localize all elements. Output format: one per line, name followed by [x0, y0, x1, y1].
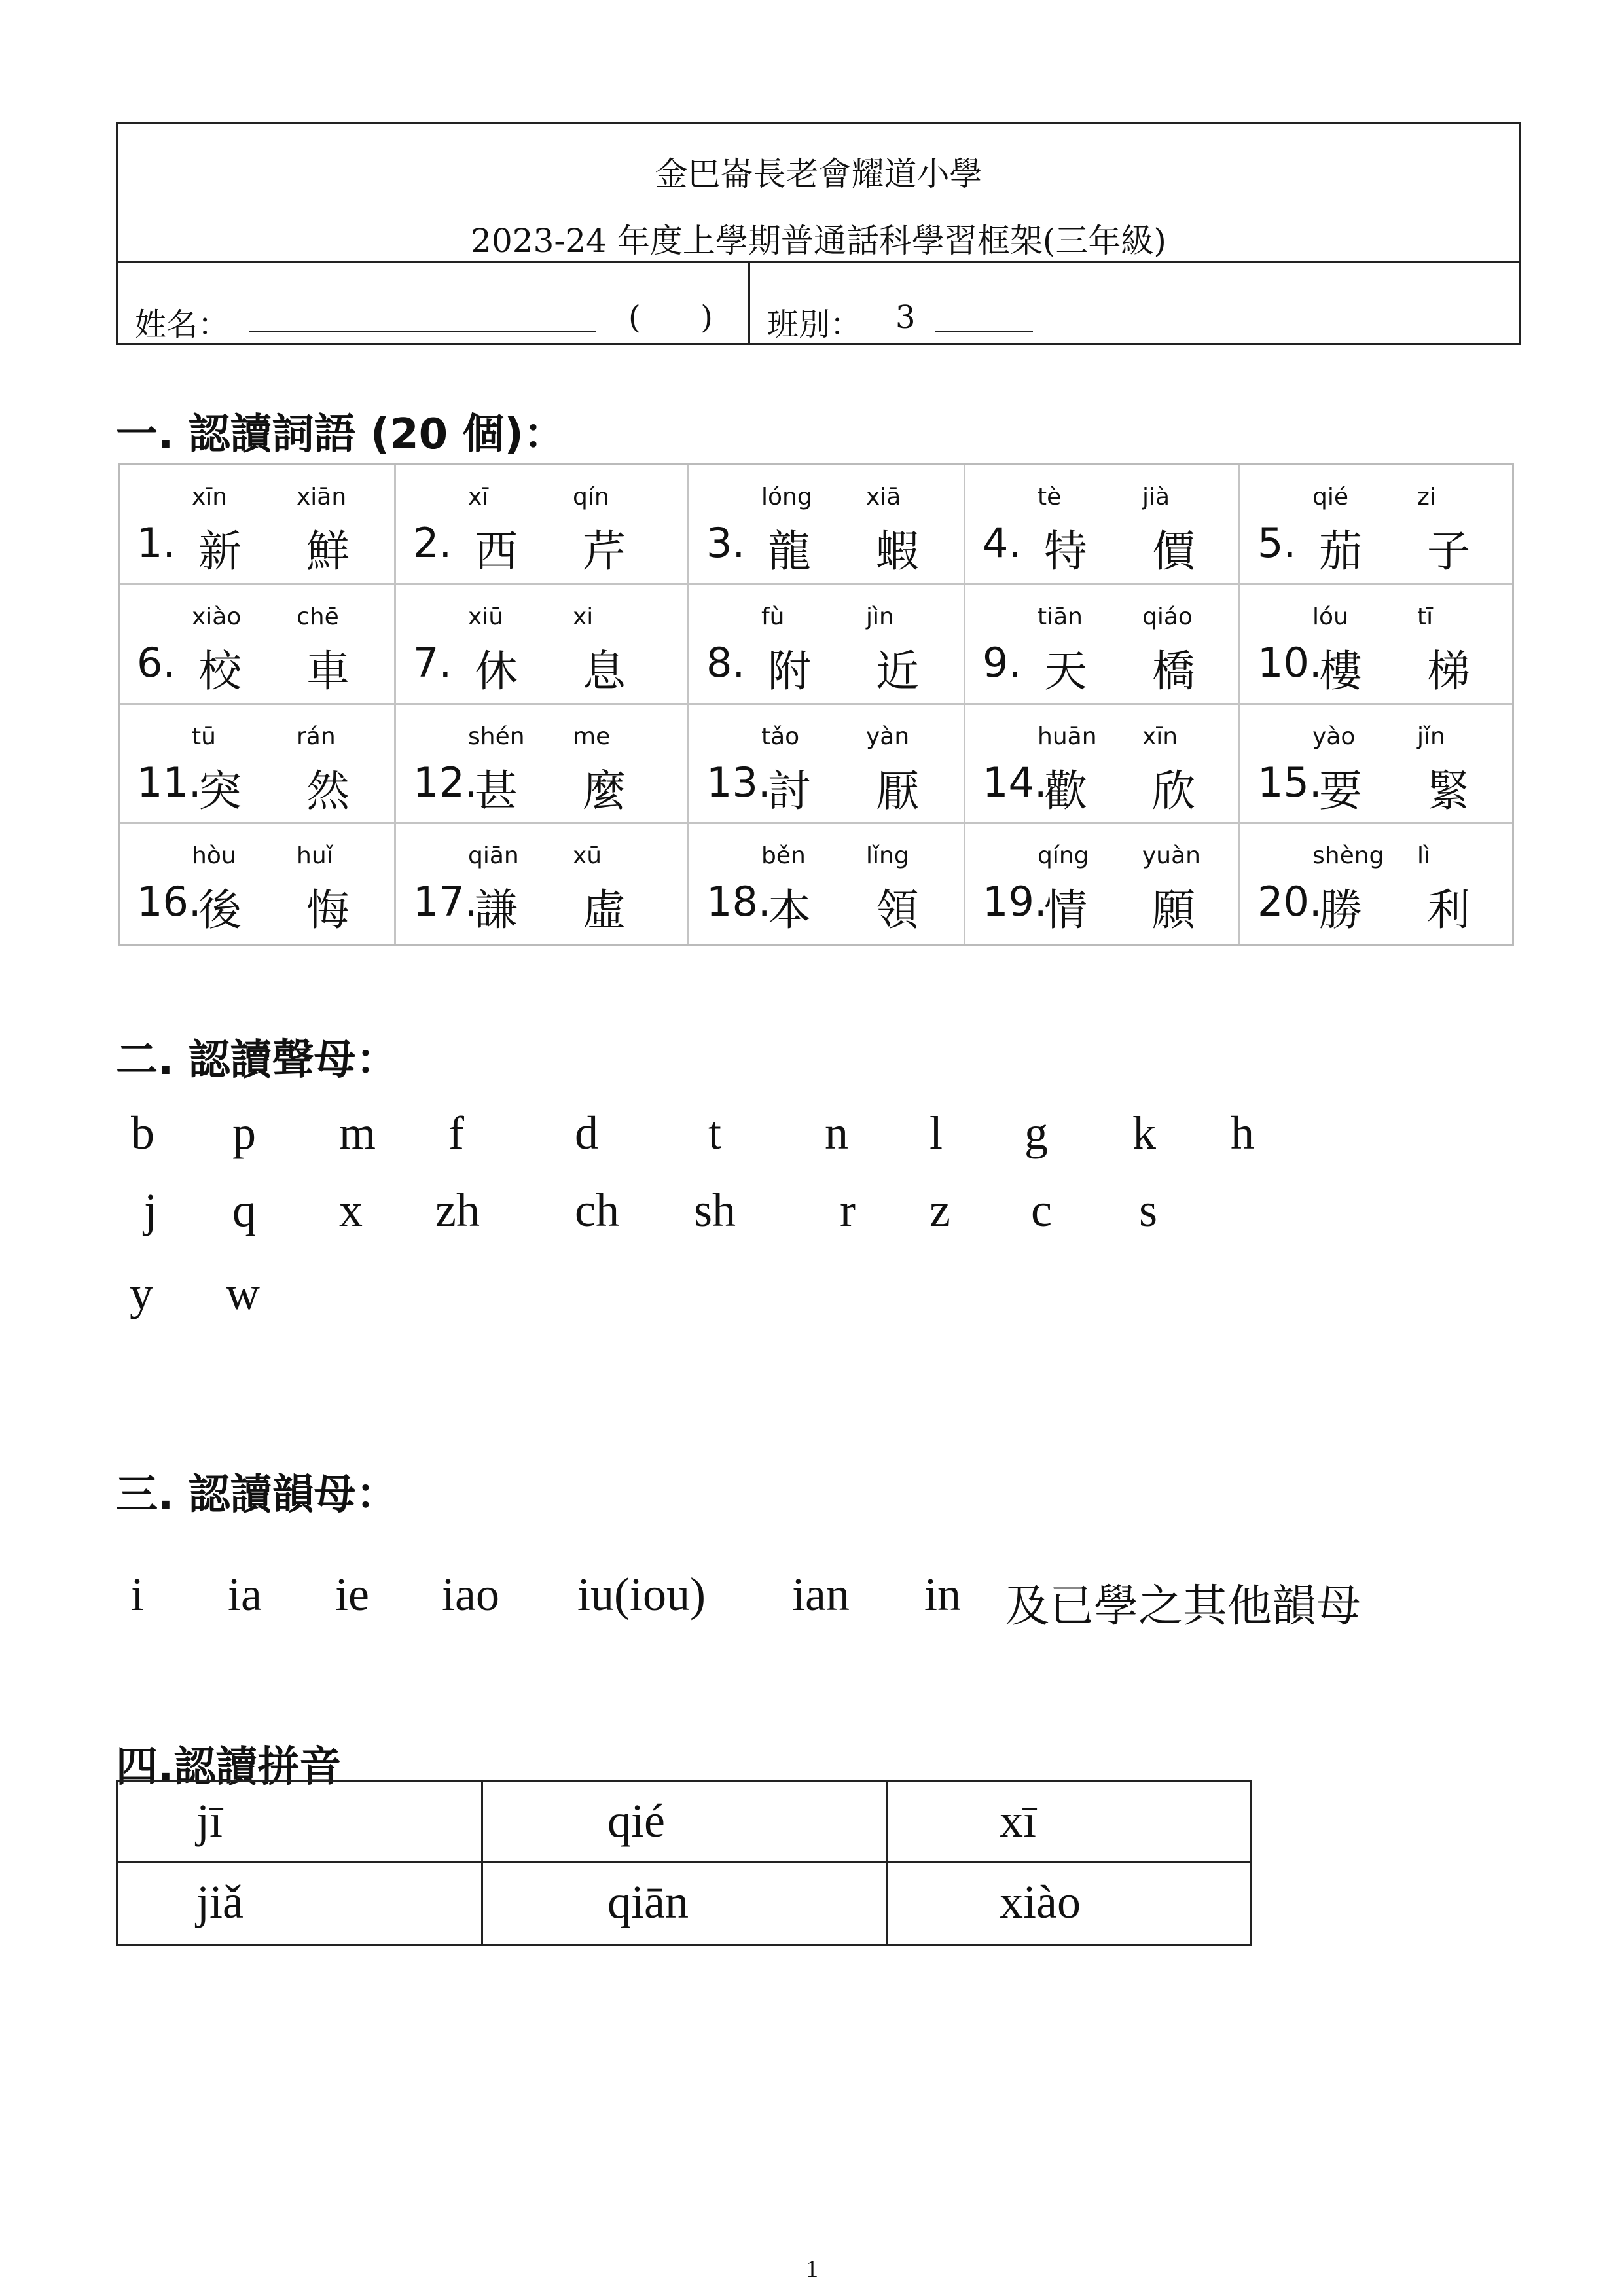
pinyin-1: fù	[761, 603, 785, 630]
vocab-char-1: 本	[768, 885, 811, 936]
pinyin-1: tū	[192, 723, 216, 750]
vocab-cell	[689, 705, 965, 825]
pinyin-2: tī	[1417, 603, 1434, 630]
vocab-cell	[120, 465, 396, 585]
initial-letter: zh	[435, 1184, 480, 1236]
initial-letter: j	[144, 1184, 158, 1236]
initial-letter: l	[929, 1107, 943, 1159]
vocab-char-2: 悔	[306, 885, 350, 936]
vocab-cell	[1240, 585, 1512, 705]
vocab-char-2: 價	[1152, 526, 1195, 577]
initial-letter: y	[130, 1267, 153, 1319]
pinyin-1: tiān	[1038, 603, 1083, 630]
vocab-number: 6.	[137, 638, 176, 687]
final-item: iao	[442, 1568, 499, 1621]
final-item: ia	[228, 1568, 262, 1621]
vocab-char-2: 蝦	[876, 526, 919, 577]
pinyin-2: jià	[1142, 484, 1170, 511]
pinyin-1: lóu	[1312, 603, 1348, 630]
initial-letter: g	[1024, 1107, 1048, 1159]
section-4-heading: 四.認讀拼音	[116, 1743, 342, 1791]
initial-letter: n	[825, 1107, 848, 1159]
vocab-cell	[965, 465, 1240, 585]
vocab-cell	[1240, 824, 1512, 944]
vocab-char-1: 甚	[475, 765, 518, 816]
vocab-char-2: 梯	[1427, 645, 1470, 696]
vocab-char-1: 天	[1044, 645, 1087, 696]
initial-letter: k	[1132, 1107, 1156, 1159]
initial-letter: f	[448, 1107, 464, 1159]
pinyin-syllable: xiào	[1000, 1875, 1081, 1928]
vocab-char-2: 厭	[876, 765, 919, 816]
pinyin-2: jǐn	[1417, 723, 1445, 750]
vocab-char-1: 校	[198, 645, 242, 696]
vocab-char-2: 麼	[583, 765, 626, 816]
pinyin-syllable: qiān	[607, 1875, 689, 1928]
vocab-char-2: 近	[876, 645, 919, 696]
vocab-cell	[396, 824, 689, 944]
pinyin-2: xi	[573, 603, 594, 630]
vocab-number: 5.	[1257, 519, 1297, 567]
vocab-char-2: 息	[583, 645, 626, 696]
pinyin-1: yào	[1312, 723, 1356, 750]
framework-title: 2023-24 年度上學期普通話科學習框架(三年級)	[471, 222, 1166, 260]
pinyin-1: běn	[761, 842, 806, 870]
pinyin-cell	[888, 1782, 1250, 1863]
vocab-cell	[689, 585, 965, 705]
vocab-char-2: 緊	[1427, 765, 1470, 816]
pinyin-2: xū	[573, 842, 602, 870]
vocab-char-1: 討	[768, 765, 811, 816]
pinyin-syllable: jiǎ	[196, 1875, 244, 1928]
pinyin-2: yàn	[866, 723, 910, 750]
initial-letter: ch	[575, 1184, 619, 1236]
initial-letter: w	[226, 1267, 260, 1319]
vocab-char-1: 附	[768, 645, 811, 696]
pinyin-1: qiān	[468, 842, 519, 870]
vocab-char-1: 休	[475, 645, 518, 696]
pinyin-cell	[483, 1863, 888, 1945]
pinyin-2: xiān	[297, 484, 347, 511]
class-label: 班別：	[767, 306, 862, 343]
vocab-number: 8.	[706, 638, 746, 687]
section-1-heading: 一. 認讀詞語 (20 個)：	[116, 410, 566, 459]
vocab-grid	[118, 463, 1514, 946]
initial-letter: m	[339, 1107, 376, 1159]
vocab-number: 7.	[413, 638, 452, 687]
vocab-number: 3.	[706, 519, 746, 567]
pinyin-2: me	[573, 723, 611, 750]
pinyin-2: zi	[1417, 484, 1436, 511]
school-name: 金巴崙長老會耀道小學	[655, 155, 983, 193]
pinyin-1: tǎo	[761, 723, 800, 750]
pinyin-1: xī	[468, 484, 489, 511]
pinyin-1: xiū	[468, 603, 504, 630]
vocab-cell	[396, 585, 689, 705]
pinyin-1: lóng	[761, 484, 812, 511]
name-label: 姓名：	[135, 306, 230, 343]
student-info-row	[118, 261, 1519, 343]
vocab-char-1: 特	[1044, 526, 1087, 577]
vocab-number: 10.	[1257, 638, 1322, 687]
pinyin-2: jìn	[866, 603, 894, 630]
pinyin-syllable: xī	[1000, 1795, 1037, 1847]
vocab-cell	[965, 705, 1240, 825]
initial-letter: z	[929, 1184, 950, 1236]
class-number-parens: ( )	[628, 299, 713, 336]
vocab-cell	[689, 465, 965, 585]
vocab-char-2: 領	[876, 885, 919, 936]
final-item: ian	[792, 1568, 850, 1621]
vocab-char-2: 利	[1427, 885, 1470, 936]
pinyin-1: tè	[1038, 484, 1062, 511]
initial-letter: d	[575, 1107, 598, 1159]
vocab-number: 18.	[706, 878, 771, 926]
pinyin-2: lì	[1417, 842, 1431, 870]
pinyin-2: qín	[573, 484, 609, 511]
pinyin-1: xiào	[192, 603, 242, 630]
vocab-char-1: 後	[198, 885, 242, 936]
vocab-number: 11.	[137, 758, 202, 806]
vocab-char-1: 西	[475, 526, 518, 577]
vocab-number: 20.	[1257, 878, 1322, 926]
class-field[interactable]	[750, 263, 1519, 343]
initial-letter: p	[232, 1107, 256, 1159]
pinyin-2: chē	[297, 603, 339, 630]
pinyin-2: xiā	[866, 484, 901, 511]
vocab-char-1: 新	[198, 526, 242, 577]
vocab-number: 1.	[137, 519, 176, 567]
vocab-number: 15.	[1257, 758, 1322, 806]
initial-letter: c	[1031, 1184, 1052, 1236]
final-item: iu(iou)	[577, 1568, 706, 1621]
pinyin-cell	[118, 1782, 483, 1863]
vocab-cell	[689, 824, 965, 944]
final-item: ie	[335, 1568, 369, 1621]
vocab-number: 9.	[983, 638, 1022, 687]
vocab-char-1: 茄	[1319, 526, 1362, 577]
pinyin-1: xīn	[192, 484, 228, 511]
pinyin-syllable: jī	[196, 1795, 223, 1847]
name-blank-line	[249, 331, 596, 332]
vocab-char-2: 願	[1152, 885, 1195, 936]
initial-letter: r	[840, 1184, 856, 1236]
vocab-char-2: 鮮	[306, 526, 350, 577]
pinyin-2: yuàn	[1142, 842, 1200, 870]
vocab-number: 19.	[983, 878, 1047, 926]
initial-letter: sh	[694, 1184, 736, 1236]
pinyin-1: huān	[1038, 723, 1097, 750]
vocab-number: 13.	[706, 758, 771, 806]
pinyin-cell	[888, 1863, 1250, 1945]
vocab-cell	[396, 465, 689, 585]
vocab-cell	[396, 705, 689, 825]
vocab-char-1: 歡	[1044, 765, 1087, 816]
vocab-cell	[965, 585, 1240, 705]
pinyin-cell	[483, 1782, 888, 1863]
class-blank-line	[935, 331, 1033, 332]
section-3-heading: 三. 認讀韻母：	[116, 1471, 398, 1519]
vocab-char-1: 龍	[768, 526, 811, 577]
initial-letter: t	[708, 1107, 722, 1159]
initial-letter: h	[1231, 1107, 1254, 1159]
vocab-char-2: 橋	[1152, 645, 1195, 696]
vocab-cell	[120, 585, 396, 705]
pinyin-1: qié	[1312, 484, 1349, 511]
header-box	[116, 122, 1521, 345]
vocab-number: 4.	[983, 519, 1022, 567]
vocab-number: 14.	[983, 758, 1047, 806]
vocab-char-1: 情	[1044, 885, 1087, 936]
initial-letter: s	[1139, 1184, 1158, 1236]
pinyin-syllable: qié	[607, 1795, 665, 1847]
pinyin-1: shén	[468, 723, 525, 750]
vocab-char-1: 樓	[1319, 645, 1362, 696]
vocab-char-2: 虛	[583, 885, 626, 936]
vocab-number: 12.	[413, 758, 478, 806]
page-number: 1	[806, 2255, 818, 2283]
pinyin-2: huǐ	[297, 842, 333, 870]
pinyin-1: qíng	[1038, 842, 1089, 870]
vocab-char-1: 謙	[475, 885, 518, 936]
pinyin-1: shèng	[1312, 842, 1384, 870]
initial-letter: b	[131, 1107, 154, 1159]
vocab-cell	[1240, 705, 1512, 825]
vocab-char-2: 車	[306, 645, 350, 696]
vocab-cell	[120, 705, 396, 825]
vocab-char-2: 然	[306, 765, 350, 816]
final-item: i	[131, 1568, 145, 1621]
vocab-char-2: 欣	[1152, 765, 1195, 816]
final-item: in	[924, 1568, 962, 1621]
pinyin-cell	[118, 1863, 483, 1945]
initial-letter: q	[232, 1184, 256, 1236]
vocab-number: 2.	[413, 519, 452, 567]
vocab-number: 17.	[413, 878, 478, 926]
vocab-cell	[1240, 465, 1512, 585]
vocab-char-1: 勝	[1319, 885, 1362, 936]
vocab-cell	[965, 824, 1240, 944]
initial-letter: x	[339, 1184, 363, 1236]
vocab-number: 16.	[137, 878, 202, 926]
pinyin-2: xīn	[1142, 723, 1178, 750]
vocab-char-1: 要	[1319, 765, 1362, 816]
class-value: 3	[895, 299, 916, 336]
vocab-char-1: 突	[198, 765, 242, 816]
pinyin-2: rán	[297, 723, 336, 750]
vocab-char-2: 子	[1427, 526, 1470, 577]
pinyin-1: hòu	[192, 842, 236, 870]
pinyin-2: qiáo	[1142, 603, 1193, 630]
pinyin-table	[116, 1780, 1252, 1946]
name-field[interactable]	[118, 263, 750, 343]
section-2-heading: 二. 認讀聲母：	[116, 1036, 398, 1085]
vocab-cell	[120, 824, 396, 944]
pinyin-2: lǐng	[866, 842, 909, 870]
vocab-char-2: 芹	[583, 526, 626, 577]
finals-note: 及已學之其他韻母	[1005, 1581, 1362, 1632]
